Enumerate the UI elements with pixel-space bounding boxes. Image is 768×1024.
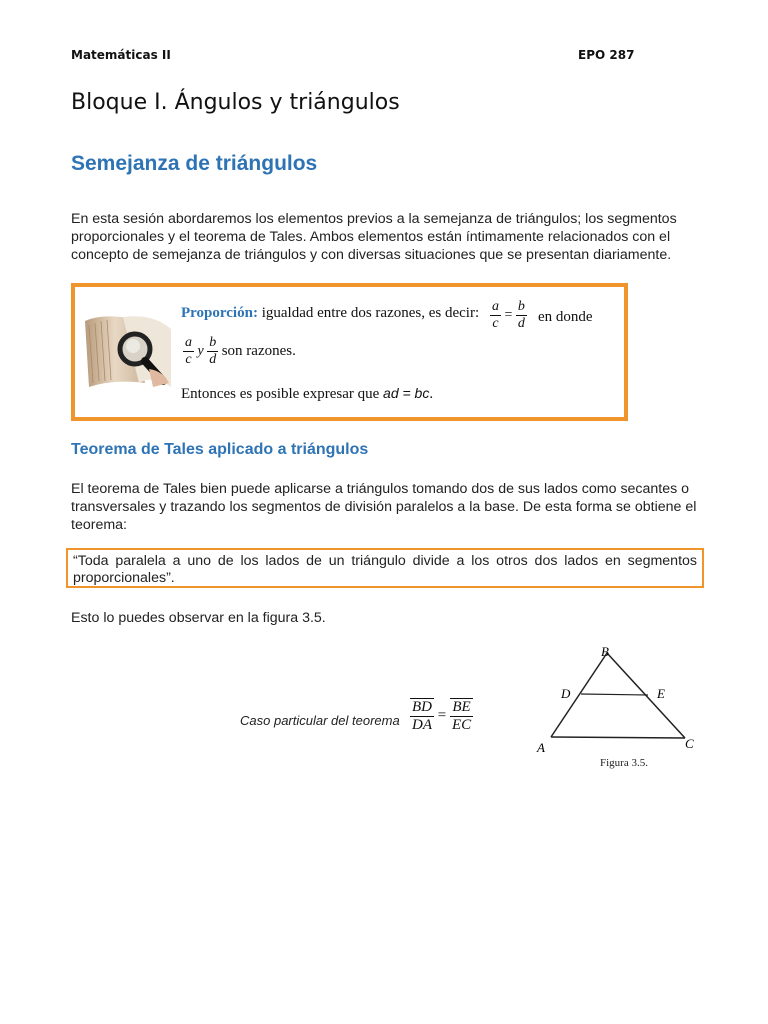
vertex-label-a: A: [537, 740, 545, 755]
fraction-be-over-ec: $\frac{BE}{EC}$: [451, 699, 472, 733]
theorem-caption: Caso particular del teorema: [240, 713, 400, 728]
theorem-equals: =: [437, 707, 447, 724]
en-donde-text: en donde: [538, 309, 593, 325]
magnifying-glass-icon: [83, 309, 173, 389]
period: .: [429, 386, 434, 402]
proportion-formula: [490, 299, 527, 332]
section-title: Semejanza de triángulos: [71, 152, 318, 175]
y-text: y: [197, 343, 204, 359]
figure-reference: Esto lo puedes observar en la figura 3.5.: [71, 610, 326, 626]
theorem-formula: [410, 698, 473, 734]
figure-caption: Figura 3.5.: [600, 757, 648, 769]
conclusion-text: Entonces es posible expresar que: [181, 386, 380, 402]
vertex-label-d: D: [561, 686, 571, 701]
intro-paragraph: En esta sesión abordaremos los elementos previos a la semejanza de triángulos; los segmentos proporcionales y el teorema de Tales. Ambos elementos están íntimamente relacionados con el concepto de semejanza de triángulos y con diversas situaciones que se presentan diariamente.: [71, 211, 677, 263]
side-ac: [551, 737, 685, 738]
ratios-line: [183, 335, 296, 368]
definition-box: [71, 283, 628, 421]
fraction-bd-over-da: $\frac{BD}{DA}$: [412, 699, 432, 733]
subsection-title: Teorema de Tales aplicado a triángulos: [71, 441, 369, 458]
tales-paragraph: El teorema de Tales bien puede aplicarse a triángulos tomando dos de sus lados como secantes o transversales y trazando los segmentos de división paralelos a la base. De esta forma se obtiene el teorema:: [71, 481, 697, 533]
definition-text: igualdad entre dos razones, es decir:: [261, 305, 480, 321]
fraction-a-over-c: $\frac{a}{c}$: [492, 299, 499, 331]
block-title: Bloque I. Ángulos y triángulos: [71, 90, 400, 115]
header-course: Matemáticas II: [71, 48, 171, 62]
theorem-quote: “Toda paralela a uno de los lados de un triángulo divide a los otros dos lados en segmentos proporcionales”.: [73, 553, 697, 586]
fraction-a-over-c-2: $\frac{a}{c}$: [185, 335, 192, 367]
equals-sign: =: [504, 307, 513, 323]
parallel-de: [581, 694, 648, 695]
triangle-figure: [530, 640, 710, 780]
quote-box: [66, 548, 704, 588]
fraction-b-over-d-2: $\frac{b}{d}$: [209, 335, 217, 367]
header-school: EPO 287: [578, 48, 635, 62]
vertex-label-c: C: [685, 736, 694, 751]
vertex-label-e: E: [657, 686, 665, 701]
vertex-label-b: B: [601, 644, 609, 659]
side-ab: [551, 653, 607, 737]
son-razones-text: son razones.: [221, 343, 296, 359]
conclusion-line: [181, 385, 433, 403]
fraction-b-over-d: $\frac{b}{d}$: [517, 299, 525, 331]
expression-ad-bc: ad = bc: [383, 385, 430, 401]
definition-term: Proporción:: [181, 305, 258, 321]
